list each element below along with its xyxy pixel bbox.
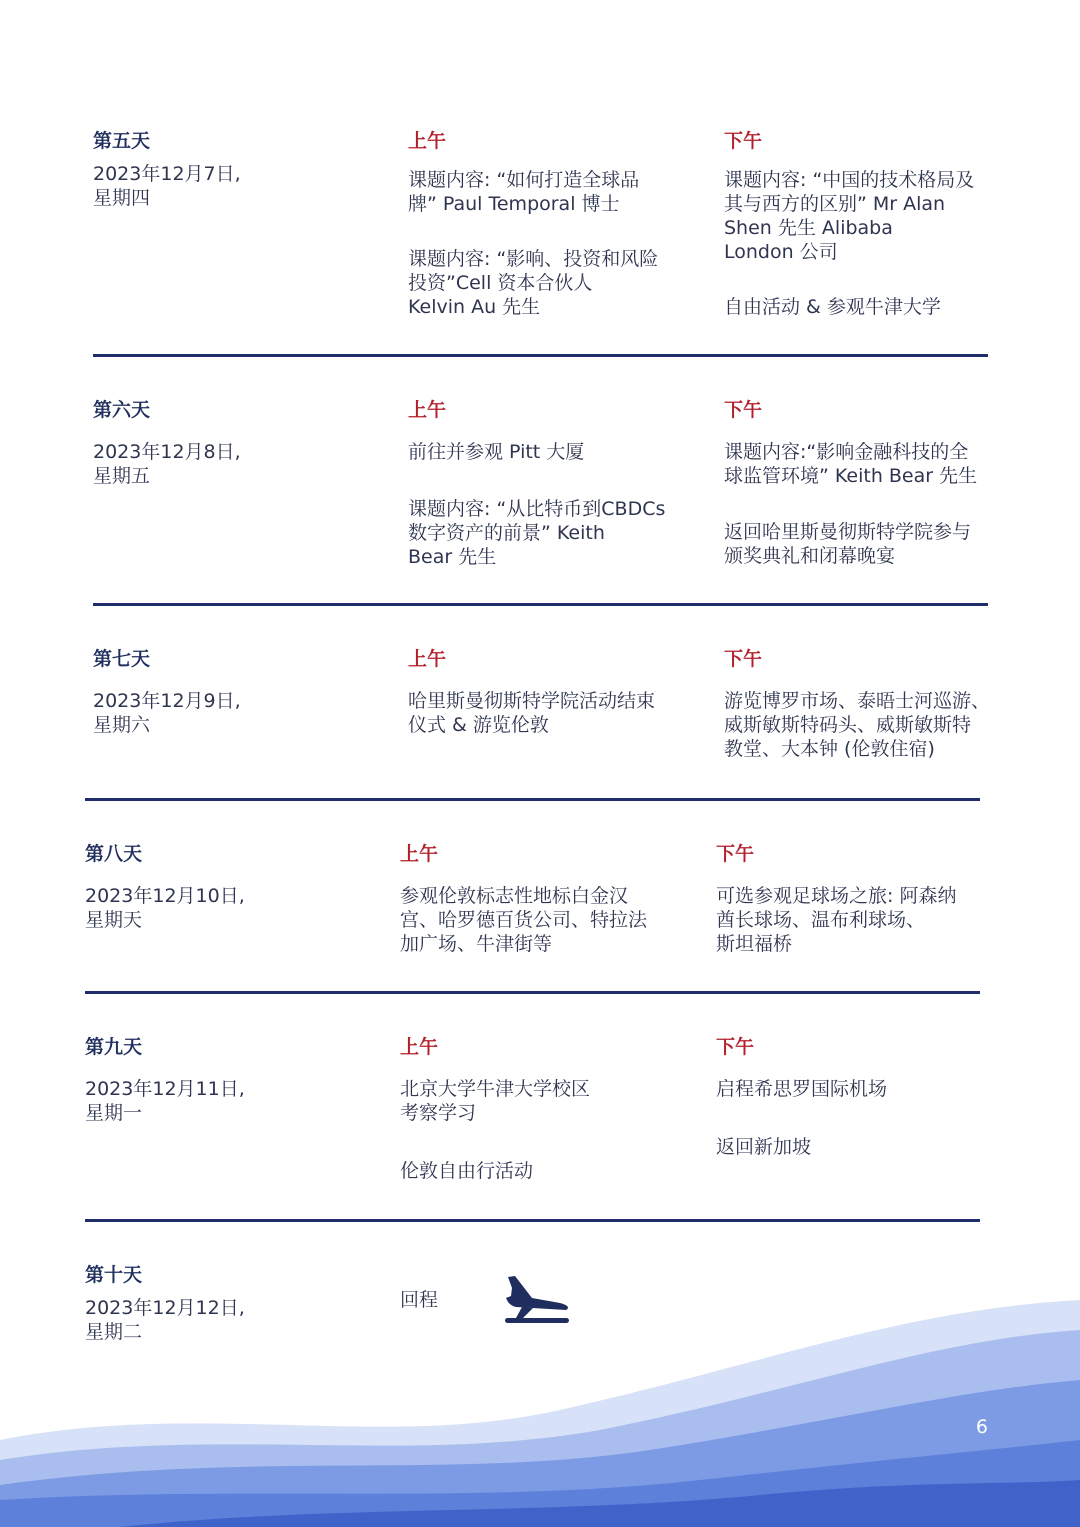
afternoon-item: 自由活动 & 参观牛津大学 — [724, 296, 941, 318]
day-title: 第六天 — [93, 399, 151, 421]
morning-item: 哈里斯曼彻斯特学院活动结束 仪式 & 游览伦敦 — [408, 690, 656, 736]
morning-label: 上午 — [400, 1036, 439, 1058]
morning-label: 上午 — [408, 130, 447, 152]
day-date: 2023年12月11日, 星期一 — [85, 1078, 245, 1124]
day-title: 第十天 — [85, 1264, 143, 1286]
day-title: 第九天 — [85, 1036, 143, 1058]
afternoon-label: 下午 — [724, 648, 763, 670]
morning-item: 北京大学牛津大学校区 考察学习 — [400, 1078, 591, 1124]
page-number: 6 — [975, 1416, 988, 1438]
afternoon-label: 下午 — [724, 130, 763, 152]
day-date: 2023年12月7日, 星期四 — [93, 163, 241, 209]
morning-item: 伦敦自由行活动 — [400, 1160, 534, 1182]
day-date: 2023年12月9日, 星期六 — [93, 690, 241, 736]
morning-label: 上午 — [408, 399, 447, 421]
afternoon-label: 下午 — [716, 843, 755, 865]
morning-item: 参观伦敦标志性地标白金汉 宫、哈罗德百货公司、特拉法 加广场、牛津街等 — [400, 885, 648, 955]
morning-item: 前往并参观 Pitt 大厦 — [408, 441, 585, 463]
section-divider — [93, 603, 988, 606]
morning-label: 上午 — [400, 843, 439, 865]
afternoon-item: 返回哈里斯曼彻斯特学院参与 颁奖典礼和闭幕晚宴 — [724, 521, 972, 567]
decorative-waves — [0, 1290, 1080, 1527]
morning-label: 上午 — [408, 648, 447, 670]
morning-item: 课题内容: “从比特币到CBDCs 数字资产的前景” Keith Bear 先生 — [408, 498, 666, 568]
section-divider — [85, 991, 980, 994]
morning-item: 课题内容: “影响、投资和风险 投资”Cell 资本合伙人 Kelvin Au 先生 — [408, 248, 659, 318]
day-title: 第五天 — [93, 130, 151, 152]
afternoon-label: 下午 — [716, 1036, 755, 1058]
return-trip-item: 回程 — [400, 1289, 439, 1311]
section-divider — [93, 354, 988, 357]
day-date: 2023年12月12日, 星期二 — [85, 1297, 245, 1343]
day-title: 第八天 — [85, 843, 143, 865]
afternoon-item: 返回新加坡 — [716, 1136, 812, 1158]
section-divider — [85, 798, 980, 801]
morning-item: 课题内容: “如何打造全球品 牌” Paul Temporal 博士 — [408, 169, 640, 215]
afternoon-item: 可选参观足球场之旅: 阿森纳 酋长球场、温布利球场、 斯坦福桥 — [716, 885, 957, 955]
day-date: 2023年12月8日, 星期五 — [93, 441, 241, 487]
afternoon-item: 课题内容: “中国的技术格局及 其与西方的区别” Mr Alan Shen 先生 Alibaba London 公司 — [724, 169, 975, 263]
afternoon-item: 游览博罗市场、泰晤士河巡游、 威斯敏斯特码头、威斯敏斯特 教堂、大本钟 (伦敦住宿) — [724, 690, 991, 760]
section-divider — [85, 1219, 980, 1222]
day-title: 第七天 — [93, 648, 151, 670]
afternoon-item: 启程希思罗国际机场 — [716, 1078, 888, 1100]
afternoon-item: 课题内容:“影响金融科技的全 球监管环境” Keith Bear 先生 — [724, 441, 978, 487]
day-date: 2023年12月10日, 星期天 — [85, 885, 245, 931]
afternoon-label: 下午 — [724, 399, 763, 421]
